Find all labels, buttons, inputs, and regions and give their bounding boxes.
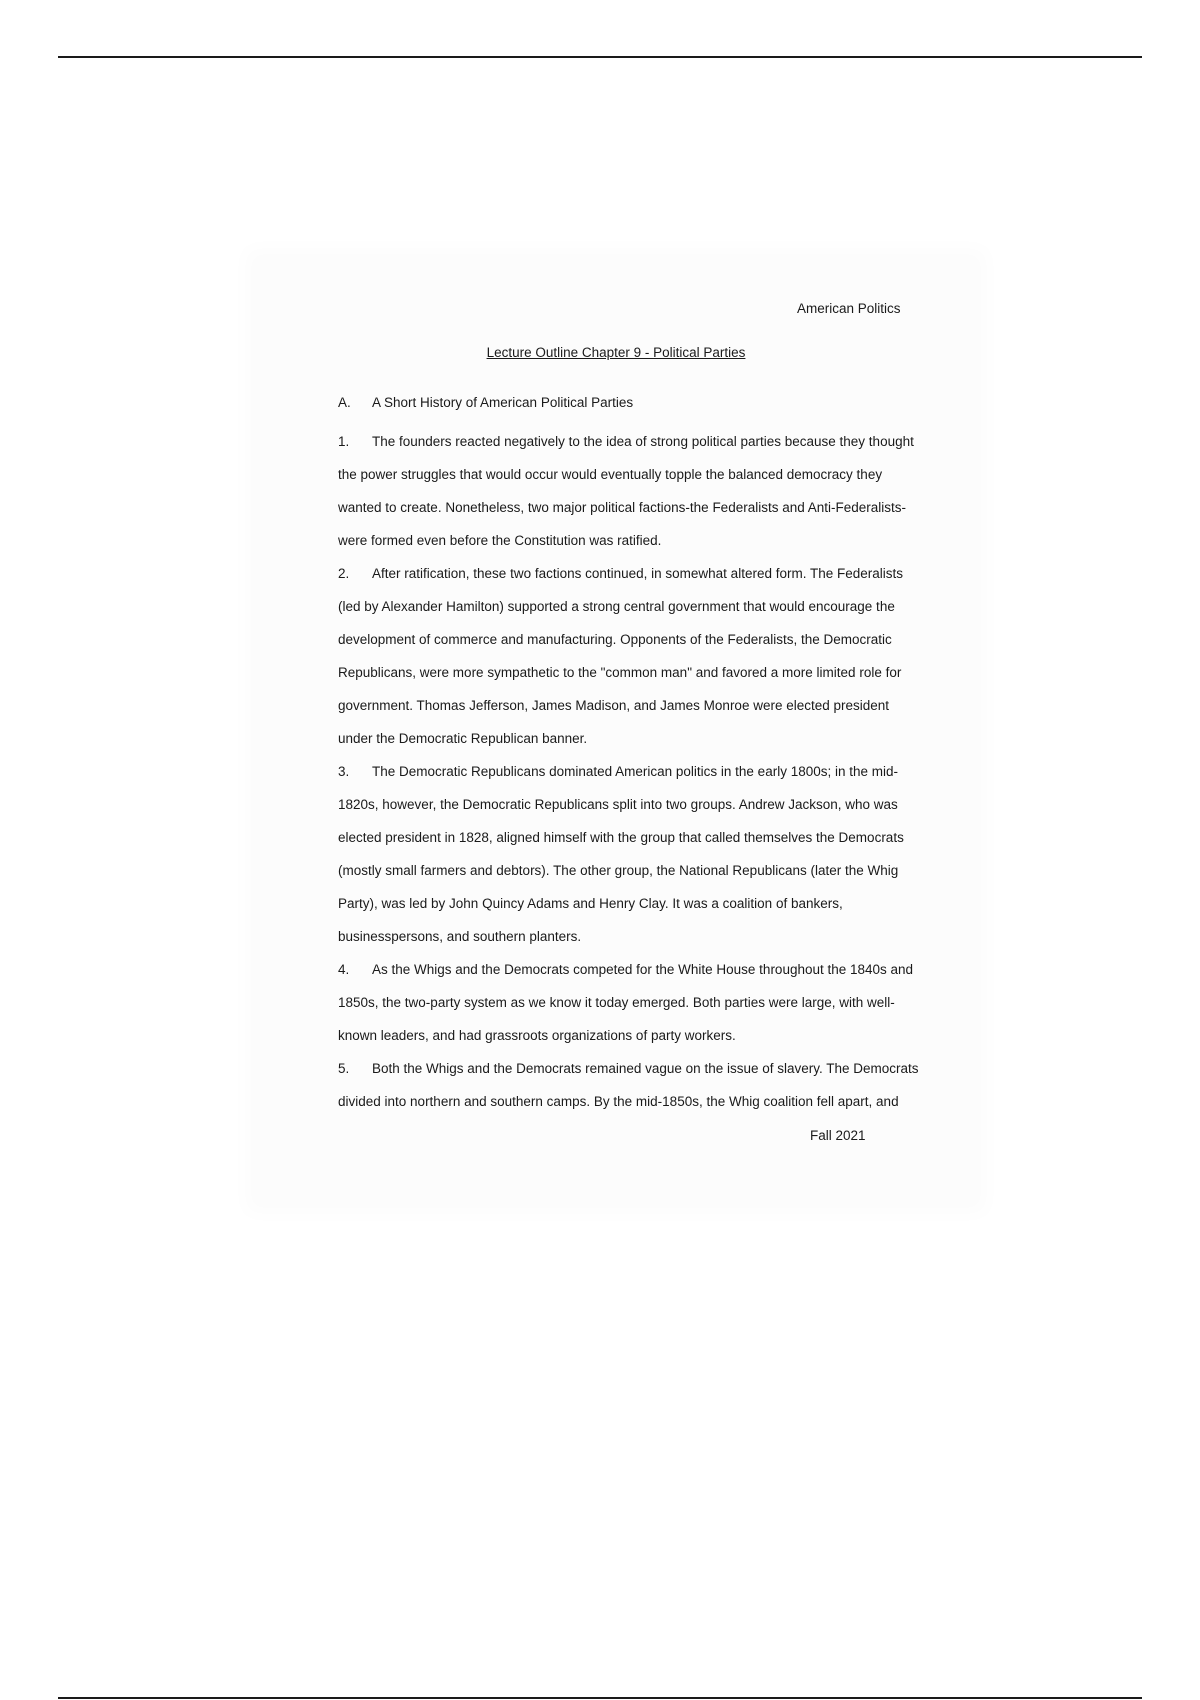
line-text: development of commerce and manufacturing. Opponents of the Federalists, the Democratic [338,632,892,647]
paragraph-line [338,623,963,656]
term-label: Fall 2021 [810,1128,866,1143]
line-text: were formed even before the Constitution was ratified. [338,533,662,548]
line-text: Republicans, were more sympathetic to the "common man" and favored a more limited role for [338,665,902,680]
line-text: under the Democratic Republican banner. [338,731,588,746]
numbered-paragraph-line [338,755,963,788]
paragraph-line [338,920,963,953]
numbered-paragraph-line [338,425,963,458]
section-heading [338,394,633,412]
paragraph-line [338,689,963,722]
numbered-paragraph-line [338,557,963,590]
paragraph-line [338,458,963,491]
paragraph-line [338,491,963,524]
paragraph-line [338,590,963,623]
body-text [338,425,963,1118]
line-text: After ratification, these two factions continued, in somewhat altered form. The Federalists [372,566,904,581]
top-rule [58,56,1142,58]
bottom-rule [58,1697,1142,1699]
item-number: 4. [338,962,350,977]
line-text: wanted to create. Nonetheless, two major political factions-the Federalists and Anti-Federalists- [338,500,907,515]
document-title: Lecture Outline Chapter 9 - Political Parties [486,345,746,360]
paragraph-line [338,1019,963,1052]
paragraph-line [338,1085,963,1118]
section-marker: A. [338,395,351,410]
line-text: 1850s, the two-party system as we know it today emerged. Both parties were large, with well- [338,995,895,1010]
line-text: government. Thomas Jefferson, James Madison, and James Monroe were elected president [338,698,890,713]
paragraph-line [338,854,963,887]
section-heading-text: A Short History of American Political Parties [372,395,634,410]
course-name: American Politics [797,301,901,316]
line-text: divided into northern and southern camps. By the mid-1850s, the Whig coalition fell apart, and [338,1094,899,1109]
line-text: As the Whigs and the Democrats competed for the White House throughout the 1840s and [372,962,914,977]
line-text: 1820s, however, the Democratic Republicans split into two groups. Andrew Jackson, who was [338,797,898,812]
line-text: Party), was led by John Quincy Adams and Henry Clay. It was a coalition of bankers, [338,896,843,911]
item-number: 3. [338,764,350,779]
paragraph-line [338,524,963,557]
paragraph-line [338,887,963,920]
numbered-paragraph-line [338,953,963,986]
numbered-paragraph-line [338,1052,963,1085]
line-text: (led by Alexander Hamilton) supported a strong central government that would encourage the [338,599,895,614]
paragraph-line [338,722,963,755]
line-text: known leaders, and had grassroots organizations of party workers. [338,1028,736,1043]
paragraph-line [338,788,963,821]
paragraph-line [338,656,963,689]
item-number: 1. [338,434,350,449]
line-text: (mostly small farmers and debtors). The other group, the National Republicans (later the Whig [338,863,899,878]
paragraph-line [338,821,963,854]
item-number: 2. [338,566,350,581]
line-text: The founders reacted negatively to the idea of strong political parties because they thought [372,434,914,449]
line-text: Both the Whigs and the Democrats remained vague on the issue of slavery. The Democrats [372,1061,919,1076]
line-text: the power struggles that would occur would eventually topple the balanced democracy they [338,467,883,482]
line-text: businesspersons, and southern planters. [338,929,582,944]
item-number: 5. [338,1061,350,1076]
paragraph-line [338,986,963,1019]
line-text: elected president in 1828, aligned himself with the group that called themselves the Democrats [338,830,904,845]
line-text: The Democratic Republicans dominated American politics in the early 1800s; in the mid- [372,764,899,779]
